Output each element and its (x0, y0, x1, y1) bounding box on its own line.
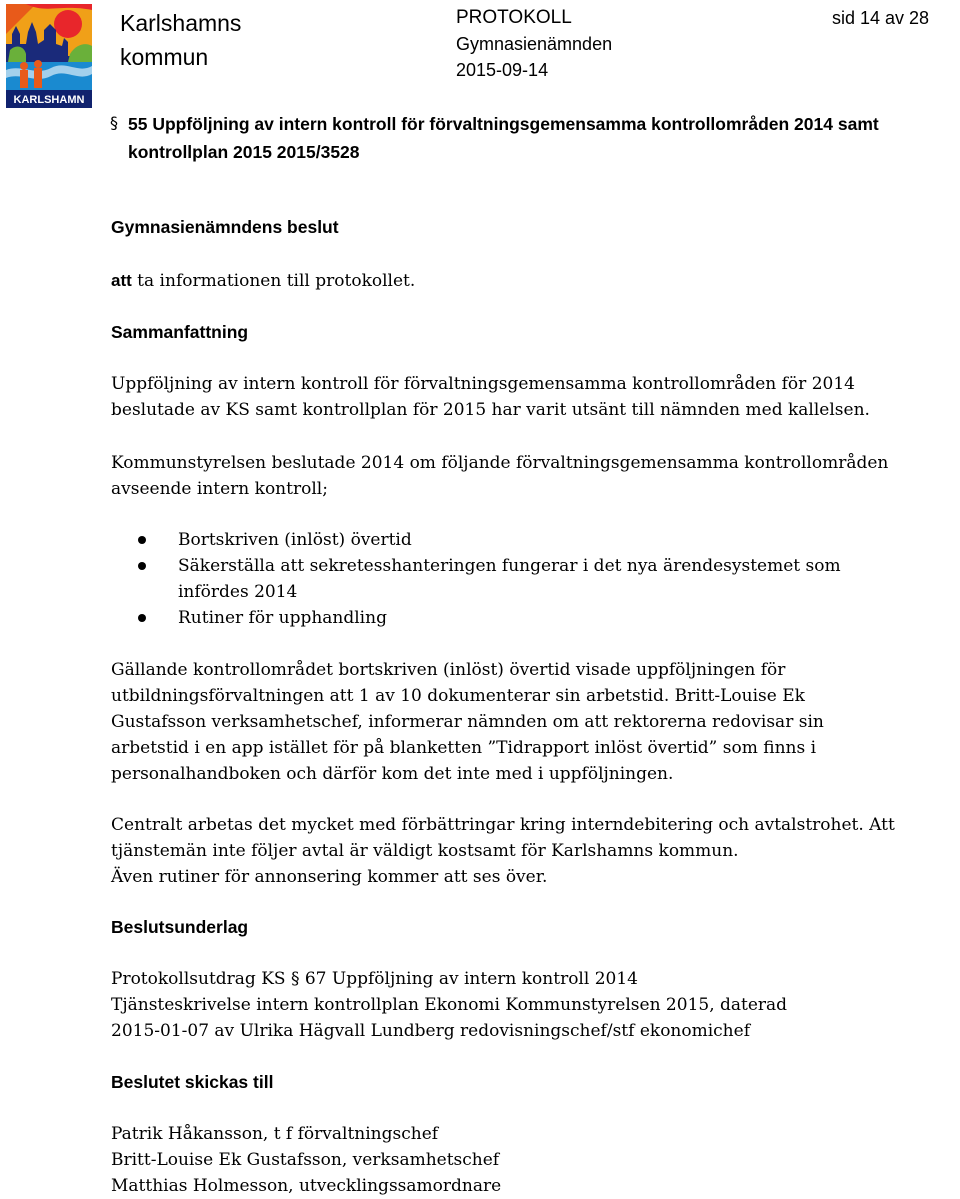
text-line: Gustafsson verksamhetschef, informerar nämnden om att rektorerna redovisar sin (111, 712, 824, 732)
text-line: Gällande kontrollområdet bortskriven (inlöst) övertid visade uppföljningen för (111, 660, 786, 680)
summary-paragraph-1 (111, 371, 870, 423)
list-item-text: Rutiner för upphandling (178, 608, 387, 628)
list-item (138, 605, 841, 631)
text-line: arbetstid i en app istället för på blanketten ”Tidrapport inlöst övertid” som finns i (111, 738, 817, 758)
text-line: 2015-01-07 av Ulrika Hägvall Lundberg redovisningschef/stf ekonomichef (111, 1021, 750, 1041)
document-info (456, 5, 612, 83)
text-line: Även rutiner för annonsering kommer att ses över. (111, 867, 548, 887)
org-line-2: kommun (120, 44, 209, 70)
text-line: Protokollsutdrag KS § 67 Uppföljning av intern kontroll 2014 (111, 969, 638, 989)
list-item-text: Säkerställa att sekretesshanteringen fungerar i det nya ärendesystemet som (178, 556, 841, 576)
karlshamn-logo (6, 4, 92, 108)
recipients-list (111, 1121, 501, 1199)
decision-text-rest: ta informationen till protokollet. (131, 271, 416, 291)
org-line-1: Karlshamns (120, 10, 242, 36)
text-line: Tjänsteskrivelse intern kontrollplan Ekonomi Kommunstyrelsen 2015, daterad (111, 995, 788, 1015)
list-item-text: Bortskriven (inlöst) övertid (178, 530, 412, 550)
text-line: Patrik Håkansson, t f förvaltningschef (111, 1124, 439, 1144)
text-line: Britt-Louise Ek Gustafsson, verksamhetschef (111, 1150, 500, 1170)
control-areas-list (138, 527, 841, 631)
text-line: utbildningsförvaltningen att 1 av 10 dokumenterar sin arbetstid. Britt-Louise Ek (111, 686, 805, 706)
recipients-heading: Beslutet skickas till (111, 1072, 274, 1092)
organization-name (120, 6, 241, 74)
meeting-date: 2015-09-14 (456, 60, 549, 80)
text-line: Kommunstyrelsen beslutade 2014 om följande förvaltningsgemensamma kontrollområden (111, 453, 889, 473)
committee-name: Gymnasienämnden (456, 34, 613, 54)
bullet-icon (138, 562, 146, 570)
text-line: tjänstemän inte följer avtal är väldigt kostsamt för Karlshamns kommun. (111, 841, 739, 861)
bullet-icon (138, 536, 146, 544)
text-line: personalhandboken och därför kom det inte med i uppföljningen. (111, 764, 674, 784)
list-item-text: infördes 2014 (178, 582, 298, 602)
svg-text:KARLSHAMN: KARLSHAMN (13, 94, 85, 106)
page-number: sid 14 av 28 (832, 8, 930, 28)
document-type: PROTOKOLL (456, 7, 572, 28)
text-line: Centralt arbetas det mycket med förbättringar kring interndebitering och avtalstrohet. Att (111, 815, 895, 835)
basis-heading: Beslutsunderlag (111, 917, 249, 937)
summary-paragraph-3 (111, 657, 824, 787)
text-line: avseende intern kontroll; (111, 479, 328, 499)
decision-heading: Gymnasienämndens beslut (111, 217, 339, 237)
karlshamn-crest-icon (6, 4, 92, 108)
summary-heading: Sammanfattning (111, 322, 249, 342)
section-marker: § (110, 113, 118, 132)
list-item (138, 553, 841, 605)
text-line: Matthias Holmesson, utvecklingssamordnare (111, 1176, 502, 1196)
decision-text-bold: att (111, 271, 132, 290)
basis-list (111, 966, 787, 1044)
text-line: Uppföljning av intern kontroll för förvaltningsgemensamma kontrollområden för 2014 (111, 374, 855, 394)
summary-paragraph-4 (111, 812, 895, 890)
text-line: beslutade av KS samt kontrollplan för 2015 har varit utsänt till nämnden med kallelsen. (111, 400, 870, 420)
summary-paragraph-2 (111, 450, 888, 502)
list-item (138, 527, 841, 553)
bullet-icon (138, 614, 146, 622)
decision-text (111, 268, 415, 294)
section-heading: 55 Uppföljning av intern kontroll för förvaltningsgemensamma kontrollområden 2014 samt kontrollplan 2015 2015/3528 (128, 114, 879, 162)
